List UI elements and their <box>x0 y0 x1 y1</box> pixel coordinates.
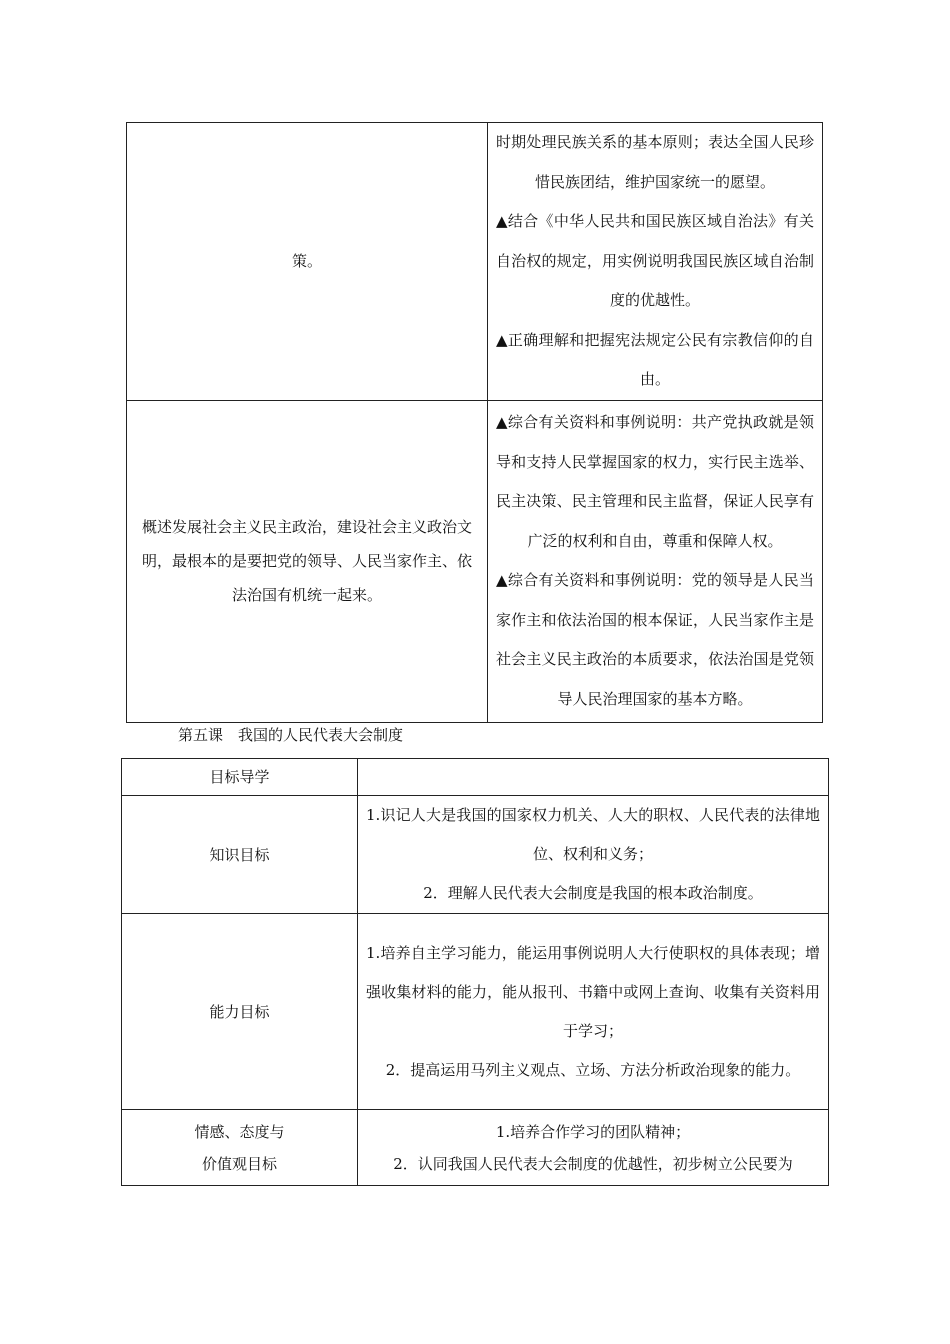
objective-item: 1.培养自主学习能力，能运用事例说明人大行使职权的具体表现；增强收集材料的能力，能从报刊、书籍中或网上查询、收集有关资料用于学习； <box>366 943 820 1040</box>
emotion-label <box>122 1110 358 1186</box>
table-row <box>127 400 823 722</box>
ability-content <box>358 914 829 1110</box>
activity-paragraph: ▲结合《中华人民共和国民族区域自治法》有关自治权的规定，用实例说明我国民族区域自治制度的优越性。 <box>496 212 814 309</box>
activity-paragraph: 时期处理民族关系的基本原则；表达全国人民珍惜民族团结，维护国家统一的愿望。 <box>496 133 814 191</box>
standard-cell: 策。 <box>127 123 488 401</box>
table-row <box>127 123 823 401</box>
objective-item: 2．提高运用马列主义观点、立场、方法分析政治现象的能力。 <box>385 1060 801 1079</box>
table-row <box>122 759 829 796</box>
objective-item: 2．理解人民代表大会制度是我国的根本政治制度。 <box>423 884 763 902</box>
knowledge-content <box>358 796 829 914</box>
activity-cell <box>488 123 823 401</box>
standards-table <box>126 122 823 723</box>
knowledge-label: 知识目标 <box>122 796 358 914</box>
emotion-label-line: 价值观目标 <box>201 1154 277 1173</box>
objective-item: 2．认同我国人民代表大会制度的优越性，初步树立公民要为 <box>393 1154 793 1173</box>
table-row <box>122 914 829 1110</box>
standard-cell: 概述发展社会主义民主政治，建设社会主义政治文明，最根本的是要把党的领导、人民当家作主、依法治国有机统一起来。 <box>127 400 488 722</box>
emotion-content <box>358 1110 829 1186</box>
table-row <box>122 1110 829 1186</box>
header-label: 目标导学 <box>122 759 358 796</box>
table-row <box>122 796 829 914</box>
ability-label: 能力目标 <box>122 914 358 1110</box>
header-value <box>358 759 829 796</box>
objective-item: 1.培养合作学习的团队精神； <box>495 1122 691 1141</box>
activity-paragraph: ▲正确理解和把握宪法规定公民有宗教信仰的自由。 <box>496 330 814 388</box>
activity-paragraph: ▲综合有关资料和事例说明：党的领导是人民当家作主和依法治国的根本保证，人民当家作主是社会主义民主政治的本质要求，依法治国是党领导人民治理国家的基本方略。 <box>496 571 814 708</box>
activity-paragraph: ▲综合有关资料和事例说明：共产党执政就是领导和支持人民掌握国家的权力，实行民主选举、民主决策、民主管理和民主监督，保证人民享有广泛的权利和自由，尊重和保障人权。 <box>496 413 814 550</box>
objective-item: 1.识记人大是我国的国家权力机关、人大的职权、人民代表的法律地位、权利和义务； <box>366 806 820 863</box>
activity-cell <box>488 400 823 722</box>
lesson-title: 第五课 我国的人民代表大会制度 <box>178 726 404 744</box>
emotion-label-line: 情感、态度与 <box>194 1122 285 1141</box>
objectives-table <box>121 758 829 1186</box>
